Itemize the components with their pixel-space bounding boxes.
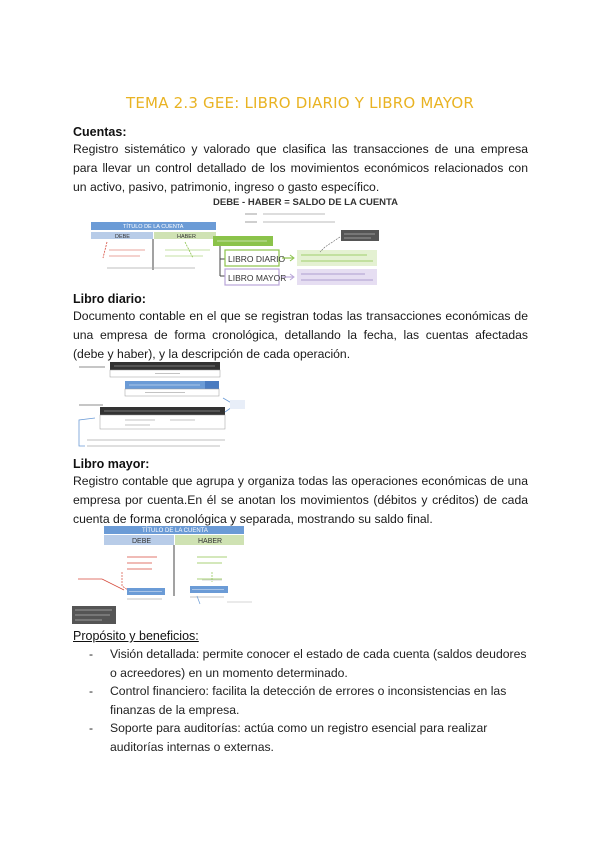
libro-mayor-diagram [72,524,272,626]
libro-mayor-text: Registro contable que agrupa y organiza todas las operaciones económicas de una empresa por cuenta.En él se anotan los movimientos (débitos y créditos) de cada cuenta de forma cronológica y separada, mostrando su saldo final. [73,474,528,526]
libro-diario-box: LIBRO DIARIO [228,254,286,264]
beneficios-list [73,645,528,756]
t-title-1: TÍTULO DE LA CUENTA [123,224,184,230]
list-item: - Visión detallada: permite conocer el estado de cada cuenta (saldos deudores o acreedores) en un momento determinado. [73,645,528,682]
list-item: - Soporte para auditorías: actúa como un registro esencial para realizar auditorías internas o externas. [73,719,528,756]
libro-diario-heading: Libro diario: [73,292,146,306]
list-item: - Control financiero: facilita la detección de errores o inconsistencias en las finanzas de la empresa. [73,682,528,719]
page-title: TEMA 2.3 GEE: LIBRO DIARIO Y LIBRO MAYOR [126,94,474,112]
t-haber-1: HABER [177,234,196,240]
t-haber-3: HABER [198,538,223,545]
t-debe-3: DEBE [132,538,152,545]
libro-mayor-box: LIBRO MAYOR [228,273,287,283]
libro-diario-text: Documento contable en el que se registran todas las transacciones económicas de una empresa de forma cronológica, detallando la fecha, las cuentas afectadas (debe y haber), y la descripción de cada operación. [73,309,528,361]
cuentas-diagram [85,192,525,290]
t-debe-1: DEBE [115,234,130,240]
cuentas-heading: Cuentas: [73,125,127,139]
cuentas-text: Registro sistemático y valorado que clasifica las transacciones de una empresa para llevar un control detallado de los movimientos económicos relacionados con un activo, pasivo, patrimonio, ingreso o gasto específico. [73,142,528,194]
libro-mayor-heading: Libro mayor: [73,457,150,471]
proposito-heading: Propósito y beneficios: [73,629,199,643]
t-title-3: TÍTULO DE LA CUENTA [142,528,208,534]
formula-text: DEBE - HABER = SALDO DE LA CUENTA [213,197,398,208]
libro-diario-diagram [75,360,275,453]
